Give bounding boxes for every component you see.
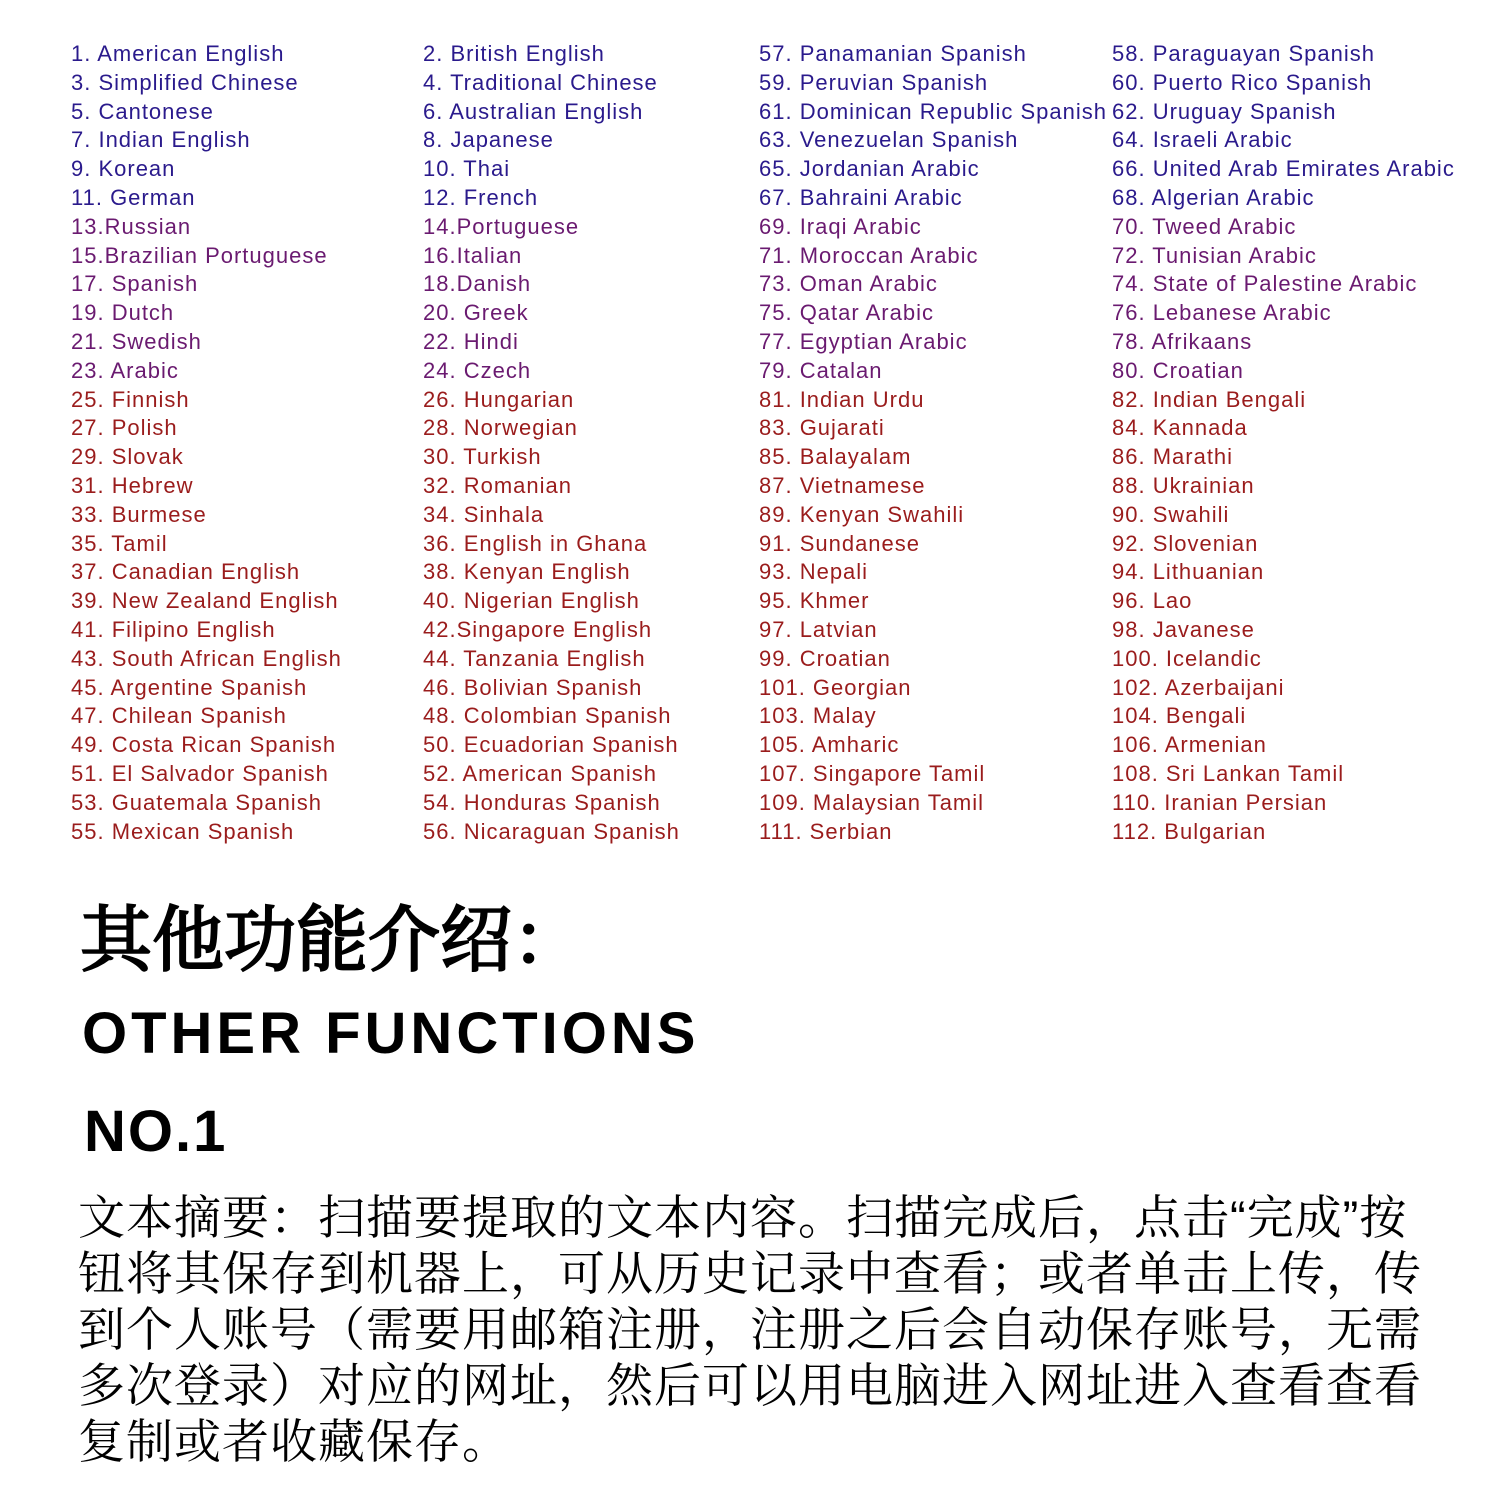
language-item: 76. Lebanese Arabic [1112, 300, 1332, 326]
language-item: 27. Polish [71, 415, 178, 441]
section-title-chinese: 其他功能介绍： [80, 901, 585, 981]
language-item: 90. Swahili [1112, 501, 1230, 527]
language-item: 35. Tamil [71, 530, 168, 556]
section-title-english: OTHER FUNCTIONS [82, 1001, 700, 1066]
language-item: 97. Latvian [759, 617, 878, 642]
language-item: 48. Colombian Spanish [423, 703, 672, 729]
language-item: 98. Javanese [1112, 617, 1255, 642]
language-item: 1. American English [71, 41, 285, 66]
language-item: 34. Sinhala [423, 501, 545, 527]
language-item: 91. Sundanese [759, 530, 921, 556]
language-item: 40. Nigerian English [423, 588, 640, 614]
language-item: 11. German [71, 185, 196, 210]
language-item: 109. Malaysian Tamil [759, 789, 985, 815]
language-item: 62. Uruguay Spanish [1112, 98, 1337, 124]
language-item: 96. Lao [1112, 588, 1193, 614]
language-item: 19. Dutch [71, 300, 175, 326]
language-item: 13.Russian [71, 213, 192, 239]
language-item: 15.Brazilian Portuguese [71, 242, 328, 268]
language-item: 60. Puerto Rico Spanish [1112, 69, 1373, 95]
language-item: 103. Malay [759, 703, 877, 729]
language-item: 58. Paraguayan Spanish [1112, 41, 1375, 66]
language-item: 71. Moroccan Arabic [759, 242, 979, 268]
language-item: 31. Hebrew [71, 473, 194, 498]
language-item: 12. French [423, 185, 539, 210]
language-item: 85. Balayalam [759, 444, 912, 470]
language-item: 107. Singapore Tamil [759, 761, 986, 786]
language-item: 38. Kenyan English [423, 559, 631, 585]
language-item: 75. Qatar Arabic [759, 300, 934, 326]
language-item: 29. Slovak [71, 444, 184, 470]
language-item: 52. American Spanish [423, 761, 658, 786]
language-item: 46. Bolivian Spanish [423, 674, 643, 700]
language-item: 95. Khmer [759, 588, 870, 614]
language-item: 28. Norwegian [423, 415, 578, 441]
language-item: 49. Costa Rican Spanish [71, 732, 337, 758]
language-item: 26. Hungarian [423, 386, 575, 412]
language-item: 30. Turkish [423, 444, 542, 470]
language-item: 100. Icelandic [1112, 645, 1262, 671]
language-item: 111. Serbian [759, 818, 893, 844]
language-item: 82. Indian Bengali [1112, 386, 1307, 412]
language-item: 21. Swedish [71, 329, 202, 354]
language-item: 80. Croatian [1112, 357, 1244, 383]
language-item: 104. Bengali [1112, 703, 1247, 729]
language-item: 55. Mexican Spanish [71, 818, 295, 844]
language-item: 3. Simplified Chinese [71, 69, 299, 95]
language-item: 108. Sri Lankan Tamil [1112, 761, 1345, 786]
language-item: 33. Burmese [71, 501, 207, 527]
language-item: 8. Japanese [423, 127, 554, 153]
language-item: 64. Israeli Arabic [1112, 127, 1293, 153]
language-item: 36. English in Ghana [423, 530, 648, 556]
language-item: 44. Tanzania English [423, 645, 646, 671]
language-item: 39. New Zealand English [71, 588, 339, 614]
language-item: 73. Oman Arabic [759, 271, 938, 297]
language-item: 20. Greek [423, 300, 529, 326]
language-item: 23. Arabic [71, 357, 179, 383]
language-item: 66. United Arab Emirates Arabic [1112, 156, 1455, 182]
language-item: 63. Venezuelan Spanish [759, 127, 1019, 153]
language-item: 65. Jordanian Arabic [759, 156, 980, 182]
language-item: 99. Croatian [759, 645, 891, 671]
language-item: 6. Australian English [423, 98, 644, 124]
language-item: 84. Kannada [1112, 415, 1248, 441]
language-item: 54. Honduras Spanish [423, 789, 661, 815]
language-item: 77. Egyptian Arabic [759, 329, 968, 354]
language-item: 56. Nicaraguan Spanish [423, 818, 680, 844]
language-item: 67. Bahraini Arabic [759, 185, 963, 210]
language-item: 45. Argentine Spanish [71, 674, 308, 700]
language-item: 59. Peruvian Spanish [759, 69, 989, 95]
language-item: 81. Indian Urdu [759, 386, 925, 412]
language-item: 57. Panamanian Spanish [759, 41, 1027, 66]
language-item: 10. Thai [423, 156, 511, 182]
language-item: 94. Lithuanian [1112, 559, 1265, 585]
language-item: 51. El Salvador Spanish [71, 761, 329, 786]
language-item: 42.Singapore English [423, 617, 653, 642]
language-item: 47. Chilean Spanish [71, 703, 287, 729]
language-item: 17. Spanish [71, 271, 199, 297]
language-item: 53. Guatemala Spanish [71, 789, 322, 815]
language-item: 24. Czech [423, 357, 532, 383]
language-item: 83. Gujarati [759, 415, 885, 441]
language-item: 70. Tweed Arabic [1112, 213, 1297, 239]
language-item: 89. Kenyan Swahili [759, 501, 965, 527]
language-item: 4. Traditional Chinese [423, 69, 658, 95]
language-item: 105. Amharic [759, 732, 900, 758]
function-description: 文本摘要：扫描要提取的文本内容。扫描完成后，点击“完成”按钮将其保存到机器上，可从历史记录中查看；或者单击上传，传到个人账号（需要用邮箱注册，注册之后会自动保存账号，无需多次登录）对应的网址，然后可以用电脑进入网址进入查看查看复制或者收藏保存。 [78, 1191, 1422, 1468]
language-item: 9. Korean [71, 156, 176, 182]
language-item: 14.Portuguese [423, 213, 580, 239]
language-item: 78. Afrikaans [1112, 329, 1253, 354]
language-item: 2. British English [423, 41, 605, 66]
language-item: 16.Italian [423, 242, 523, 268]
language-item: 92. Slovenian [1112, 530, 1259, 556]
language-item: 86. Marathi [1112, 444, 1234, 470]
language-item: 41. Filipino English [71, 617, 276, 642]
language-item: 72. Tunisian Arabic [1112, 242, 1317, 268]
language-item: 106. Armenian [1112, 732, 1267, 758]
language-item: 69. Iraqi Arabic [759, 213, 922, 239]
language-item: 101. Georgian [759, 674, 912, 700]
language-item: 74. State of Palestine Arabic [1112, 271, 1418, 297]
language-item: 25. Finnish [71, 386, 190, 412]
language-item: 50. Ecuadorian Spanish [423, 732, 679, 758]
language-item: 43. South African English [71, 645, 342, 671]
language-item: 102. Azerbaijani [1112, 674, 1285, 700]
language-item: 61. Dominican Republic Spanish [759, 98, 1107, 124]
language-item: 5. Cantonese [71, 98, 214, 124]
language-item: 87. Vietnamese [759, 473, 926, 498]
language-item: 88. Ukrainian [1112, 473, 1255, 498]
language-item: 110. Iranian Persian [1112, 789, 1328, 815]
language-item: 22. Hindi [423, 329, 519, 354]
language-item: 112. Bulgarian [1112, 818, 1267, 844]
language-item: 93. Nepali [759, 559, 869, 585]
language-item: 32. Romanian [423, 473, 572, 498]
section-number: NO.1 [84, 1099, 228, 1164]
language-item: 37. Canadian English [71, 559, 301, 585]
language-item: 7. Indian English [71, 127, 251, 153]
language-item: 79. Catalan [759, 357, 883, 383]
language-item: 18.Danish [423, 271, 532, 297]
language-item: 68. Algerian Arabic [1112, 185, 1315, 210]
